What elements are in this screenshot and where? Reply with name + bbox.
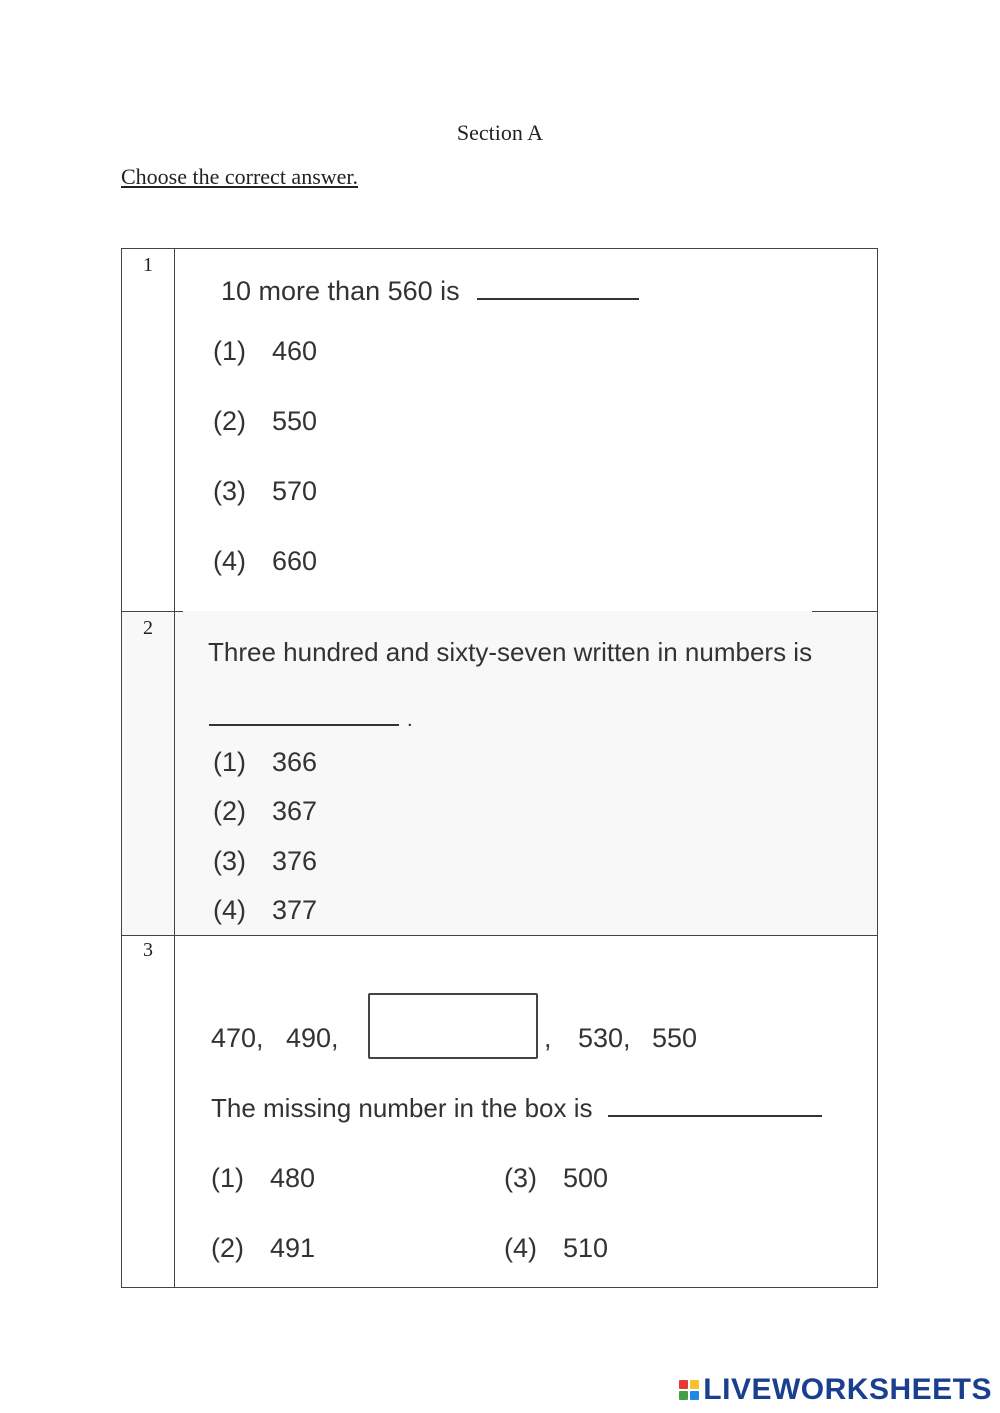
logo-square [690,1380,699,1389]
logo-square [679,1380,688,1389]
instruction: Choose the correct answer. [121,164,359,189]
question-prompt: Three hundred and sixty-seven written in numbers is [208,637,813,667]
question-prompt: 10 more than 560 is [221,276,639,307]
section-title: Section A [456,120,544,145]
logo-square [679,1391,688,1400]
option[interactable]: (1) 460 [213,336,318,366]
column-divider [174,248,175,1288]
question-number: 3 [143,939,153,961]
sequence-comma: , [544,1023,552,1053]
question-number: 2 [143,617,153,639]
option[interactable]: (1) 366 [213,747,318,777]
row-divider [812,611,878,612]
row-divider [121,611,183,612]
row-divider [121,935,878,936]
option[interactable]: (2) 550 [213,406,318,436]
option[interactable]: (4) 377 [213,895,318,925]
option[interactable]: (2) 367 [213,796,318,826]
sequence-470: 470, [211,1023,264,1053]
option[interactable]: (3) 500 [504,1163,609,1193]
sequence-530: 530, [578,1023,631,1053]
option[interactable]: (4) 660 [213,546,318,576]
table-border [121,248,878,1288]
question-number: 1 [143,254,153,276]
liveworksheets-logo [679,1373,992,1407]
sequence-550: 550 [652,1023,698,1053]
option[interactable]: (3) 570 [213,476,318,506]
question-prompt: The missing number in the box is [211,1093,822,1124]
logo-icon [679,1380,699,1400]
sequence-490: 490, [286,1023,339,1053]
option[interactable]: (2) 491 [211,1233,316,1263]
answer-blank: . [209,709,413,732]
option[interactable]: (1) 480 [211,1163,316,1193]
option[interactable]: (4) 510 [504,1233,609,1263]
option[interactable]: (3) 376 [213,846,318,876]
logo-square [690,1391,699,1400]
logo-text: LIVEWORKSHEETS [703,1373,992,1406]
question-table [121,248,878,1288]
